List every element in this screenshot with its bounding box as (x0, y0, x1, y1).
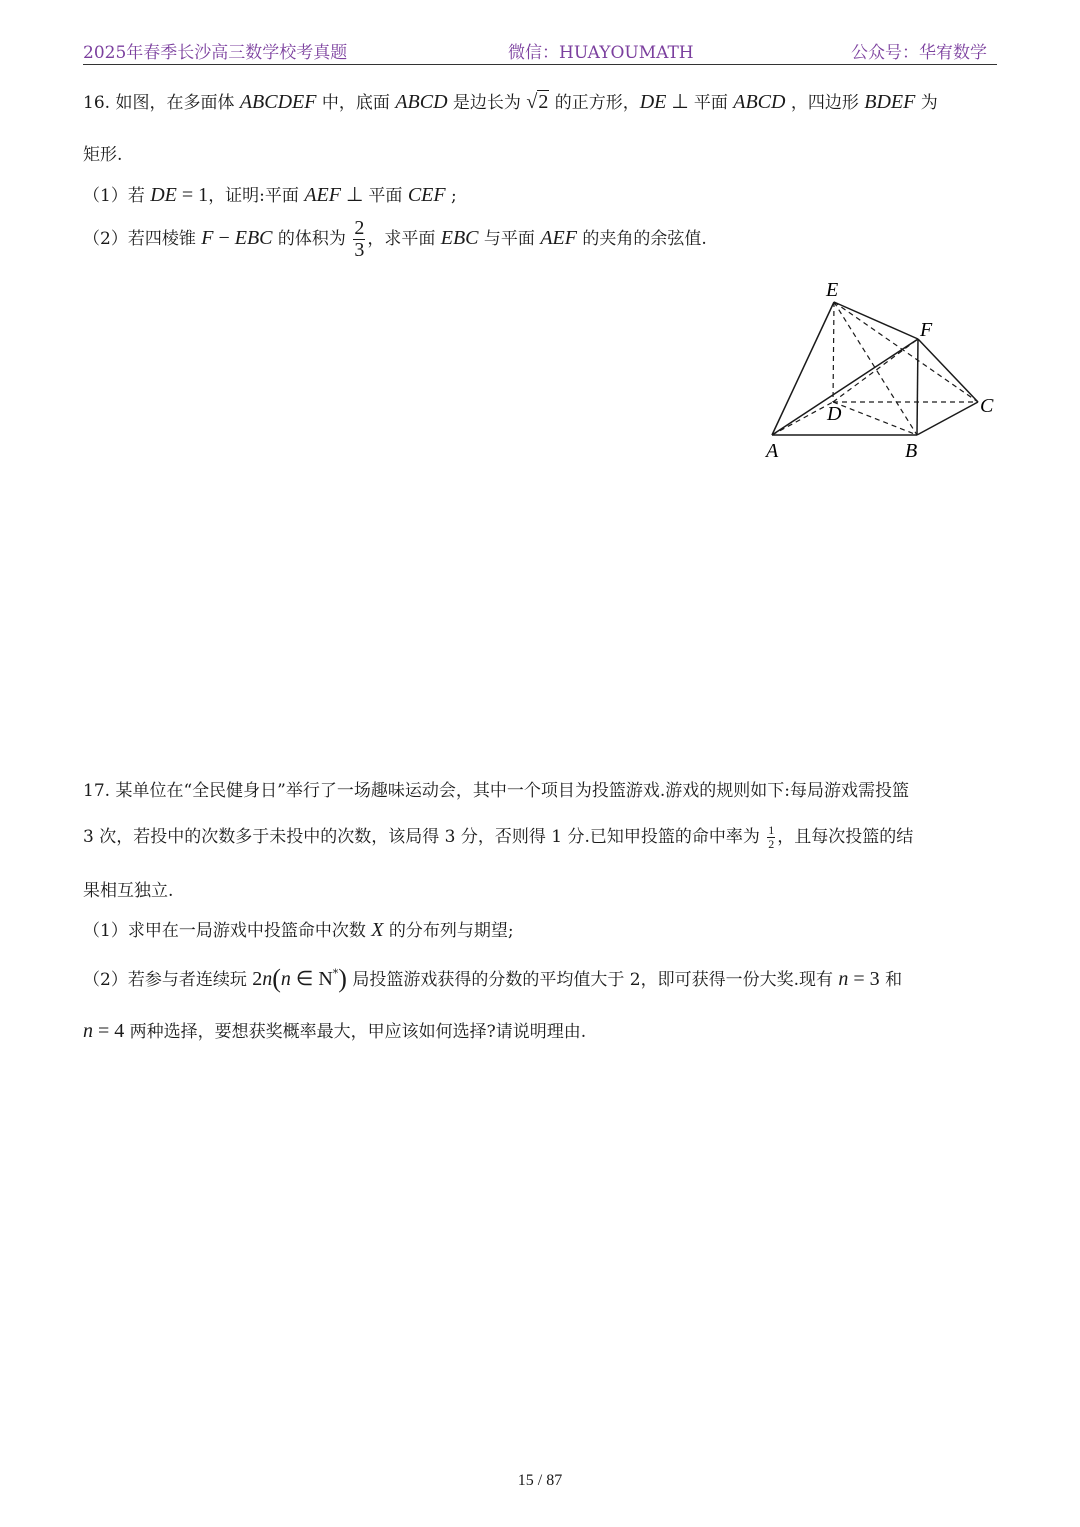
q17-line-2: 3 次，若投中的次数多于未投中的次数，该局得 3 分，否则得 1 分.已知甲投篮的命中率为 $\frac{1}{2}$ ，且每次投篮的结 (83, 823, 914, 851)
q16-part-2: （2）若四棱锥 F − EBC 的体积为 $\frac{2}{3}$ ，求平面 EBC 与平面 AEF 的夹角的余弦值. (83, 217, 707, 261)
edge-ED (833, 302, 834, 402)
q16-line-2: 矩形. (83, 145, 123, 165)
q17-line-1: 17. 某单位在“全民健身日”举行了一场趣味运动会，其中一个项目为投篮游戏.游戏的规则如下:每局游戏需投篮 (83, 781, 909, 801)
edge-EF (834, 302, 918, 339)
page-header (83, 36, 997, 65)
q16-line-1: 16. 如图，在多面体 ABCDEF 中，底面 ABCD 是边长为 √2 的正方形，DE ⊥ 平面 ABCD ，四边形 BDEF 为 (83, 91, 938, 113)
edge-EB (834, 302, 917, 435)
q17-line-6: n = 4 两种选择，要想获奖概率最大，甲应该如何选择?请说明理由. (83, 1020, 587, 1042)
header-wechat: 微信：HUAYOUMATH (508, 43, 694, 63)
edge-DB (833, 402, 917, 435)
vertex-label-B: B (905, 440, 918, 462)
edge-EC (834, 302, 978, 402)
vertex-label-C: C (980, 395, 994, 417)
edge-DF (833, 339, 918, 402)
header-title: 2025年春季长沙高三数学校考真题 (83, 43, 348, 63)
vertex-label-D: D (827, 403, 842, 425)
edge-FB (917, 339, 918, 435)
header-account: 公众号：华宥数学 (851, 43, 987, 63)
vertex-label-E: E (826, 279, 839, 301)
edge-BC (917, 402, 978, 435)
fraction-one-half: $\frac{1}{2}$ (768, 823, 775, 851)
fraction-two-thirds: $\frac{2}{3}$ (354, 217, 365, 261)
vertex-label-F: F (920, 319, 933, 341)
sqrt-expression: √2 (526, 91, 549, 113)
q17-part-1: （1）求甲在一局游戏中投篮命中次数 X 的分布列与期望; (83, 919, 514, 941)
edge-AD (772, 402, 833, 435)
q17-part-2: （2）若参与者连续玩 2n(n ∈ N*) 局投篮游戏获得的分数的平均值大于 2，即可获得一份大奖.现有 n = 3 和 (83, 964, 903, 993)
vertex-label-A: A (766, 440, 779, 462)
page-number: 15 / 87 (517, 1472, 563, 1489)
q16-part-1: （1）若 DE = 1，证明:平面 AEF ⊥ 平面 CEF ; (83, 184, 457, 206)
q17-line-3: 果相互独立. (83, 881, 174, 901)
polyhedron-figure (760, 276, 1000, 466)
edge-FC (918, 339, 978, 402)
